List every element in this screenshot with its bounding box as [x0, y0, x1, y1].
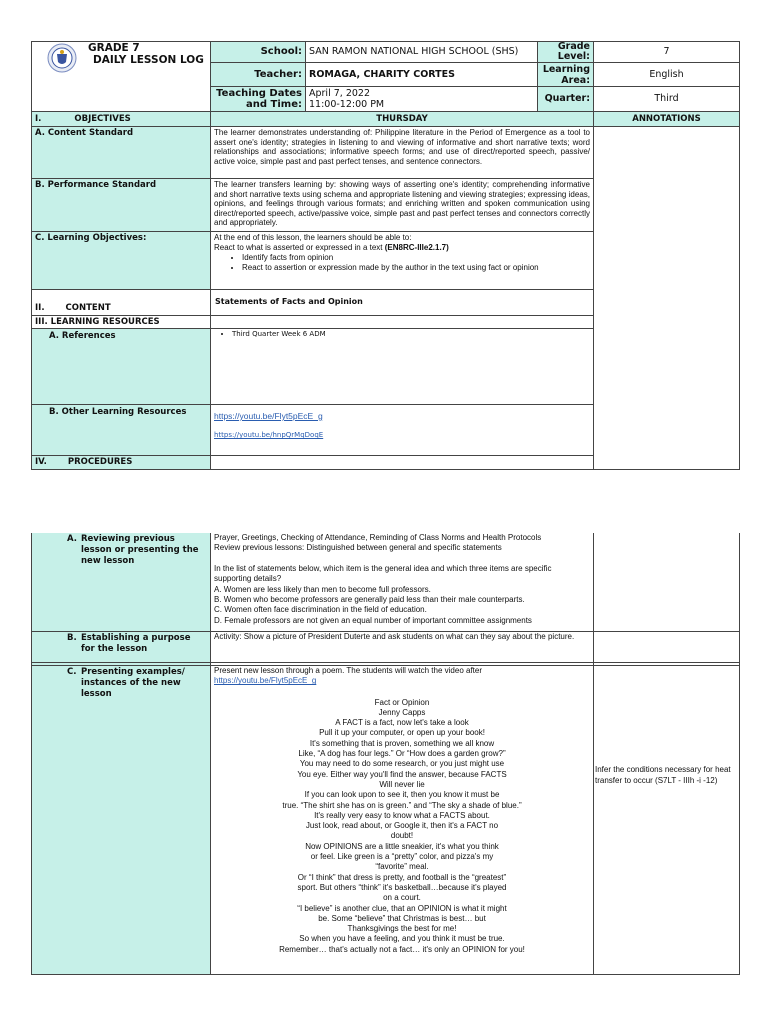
poem-line: sport. But others “think” it's basketball…because it's played	[297, 882, 507, 892]
row-c-annotation: Infer the conditions necessary for heat transfer to occur (S7LT - IIIh -i -12)	[595, 765, 731, 785]
resources-blank	[210, 315, 594, 329]
row-b-num: B.	[67, 633, 77, 643]
teacher-label: Teacher:	[210, 62, 306, 87]
procedures-num: IV.	[35, 457, 47, 467]
teaching-date: April 7, 2022	[309, 88, 370, 99]
poem-line: You may need to do some research, or you just might use	[299, 759, 505, 769]
row-a-num: A.	[67, 534, 77, 544]
poem-line: Will never lie	[379, 779, 425, 789]
row-a-line: Review previous lessons: Distinguished between general and specific statements	[214, 543, 502, 553]
grade-level-value: 7	[593, 41, 740, 63]
lo-line-2-text: React to what is asserted or expressed in a text	[214, 243, 383, 252]
row-a-line: A. Women are less likely than men to become full professors.	[214, 584, 431, 594]
poem-author: Jenny Capps	[378, 707, 426, 717]
poem-line: Just look, read about, or Google it, then it's a FACT no	[305, 821, 499, 831]
poem-line: “I believe” is another clue, that an OPINION is what it might	[297, 903, 507, 913]
poem-line: or feel. Like green is a “pretty” color, and pizza's my	[310, 852, 494, 862]
row-c-title: Presenting examples/ instances of the new lesson	[81, 667, 185, 699]
school-value: SAN RAMON NATIONAL HIGH SCHOOL (SHS)	[305, 41, 538, 63]
row-c-video-link[interactable]: https://youtu.be/Flyt5pEcE_g	[214, 676, 317, 686]
objectives-header	[31, 111, 211, 127]
row-b-divider	[31, 662, 740, 663]
row-c-label	[31, 666, 211, 726]
poem-title: Fact or Opinion	[374, 697, 430, 707]
other-resources-label: B. Other Learning Resources	[31, 404, 211, 456]
quarter-label: Quarter:	[537, 86, 594, 112]
lo-code: (EN8RC-IIIe2.1.7)	[384, 243, 449, 252]
objectives-num: I.	[35, 114, 42, 124]
lo-line-2	[214, 243, 590, 253]
row-a-content	[211, 533, 593, 631]
page2-annotation-column-border	[593, 533, 740, 974]
poem-line: A FACT is a fact, now let's take a look	[335, 718, 469, 728]
annotations-column-p1	[593, 126, 740, 470]
lo-bullet-item: • React to assertion or expression made by the author in the text using fact or opinion	[242, 263, 590, 273]
content-label-cell	[31, 289, 211, 316]
poem	[214, 698, 590, 955]
poem-line: Remember… that's actually not a fact… it's only an OPINION for you!	[279, 944, 525, 954]
row-b-content: Activity: Show a picture of President Duterte and ask students on what can they say about the picture.	[214, 632, 575, 641]
other-resources-value	[210, 404, 594, 456]
lo-bullet-item: • Identify facts from opinion	[242, 253, 590, 263]
row-a-line: Prayer, Greetings, Checking of Attendance, Reminding of Class Norms and Health Protocols	[214, 533, 542, 542]
poem-line: If you can look upon to see it, then you know it must be	[304, 790, 500, 800]
learning-objectives-label: C. Learning Objectives:	[31, 231, 211, 290]
poem-line: You eye. Either way you'll find the answer, because FACTS	[297, 769, 507, 779]
performance-standard-label: B. Performance Standard	[31, 178, 211, 232]
procedures-blank	[210, 455, 594, 470]
content-standard-label: A. Content Standard	[31, 126, 211, 179]
header-title-box	[31, 41, 211, 112]
teacher-value: ROMAGA, CHARITY CORTES	[305, 62, 538, 87]
row-a-line: B. Women who become professors are generally paid less than their male counterparts.	[214, 595, 525, 605]
poem-line: It's something that is proven, something we all know	[309, 738, 495, 748]
row-a-label	[31, 533, 211, 631]
row-c-intro: Present new lesson through a poem. The students will watch the video after	[214, 666, 483, 675]
teaching-dates-label: Teaching Dates and Time:	[210, 86, 306, 112]
row-c-content	[211, 666, 593, 974]
row-b-title: Establishing a purpose for the lesson	[81, 633, 191, 654]
poem-line: So when you have a feeling, and you think it must be true.	[299, 934, 505, 944]
poem-line: doubt!	[390, 831, 414, 841]
poem-line: Or “I think” that dress is pretty, and football is the “greatest”	[297, 872, 507, 882]
references-label: A. References	[31, 328, 211, 405]
deped-seal-logo	[47, 43, 77, 73]
learning-area-value: English	[593, 62, 740, 87]
lo-bullet-list	[214, 253, 590, 273]
page2-bottom-border	[31, 974, 740, 975]
content-value: Statements of Facts and Opinion	[210, 289, 594, 316]
references-list	[214, 330, 590, 338]
poem-line: on a court.	[383, 893, 421, 903]
learning-area-label: Learning Area:	[537, 62, 594, 87]
resources-label: III. LEARNING RESOURCES	[31, 315, 211, 329]
grade-title: GRADE 7	[88, 42, 140, 54]
learning-objectives-text	[210, 231, 594, 290]
teaching-time: 11:00-12:00 PM	[309, 99, 385, 110]
row-a-line	[214, 554, 590, 564]
poem-line: Now OPINIONS are a little sneakier, it's what you think	[305, 841, 499, 851]
content-num: II.	[35, 303, 45, 313]
youtube-link-1[interactable]: https://youtu.be/Flyt5pEcE_g	[214, 411, 323, 421]
procedures-label: PROCEDURES	[67, 457, 133, 467]
row-b-label	[31, 632, 211, 662]
objectives-label: OBJECTIVES	[74, 114, 131, 124]
poem-line: Like, “A dog has four legs.” Or “How does a garden grow?”	[298, 749, 506, 759]
content-standard-text: The learner demonstrates understanding of: Philippine literature in the Period of Emergence as a tool to assert one's identity; strategies in listening to and viewing of informative and short narrative texts; word relationships and associations; informative speech forms; and use of direct/reported speech, passive/ active voice, simple past and past perfect tenses, and sentence connectors.	[210, 126, 594, 179]
lo-line-1: At the end of this lesson, the learners should be able to:	[214, 233, 412, 242]
poem-line: It's really very easy to know what a FACTS about.	[314, 810, 490, 820]
day-header: THURSDAY	[210, 111, 594, 127]
references-value	[210, 328, 594, 405]
annotations-header: ANNOTATIONS	[593, 111, 740, 127]
procedures-header	[31, 455, 211, 470]
youtube-link-2[interactable]: https://youtu.be/hnpQrMqDoqE	[214, 431, 324, 439]
log-title: DAILY LESSON LOG	[93, 54, 204, 66]
school-label: School:	[210, 41, 306, 63]
row-a-line: In the list of statements below, which item is the general idea and which three items are specific supporting details?	[214, 563, 552, 584]
performance-standard-text: The learner transfers learning by: showing ways of asserting one's identity; comprehending informative and short narrative texts using schema and appropriate listening and viewing strategies; expressing ideas, opinions, and feelings through various formats; and enriching written and spoken communication using direct/reported speech, active/passive voice, simple past and past perfect tenses and connectors correctly and appropriately.	[210, 178, 594, 232]
references-item: • Third Quarter Week 6 ADM	[232, 330, 590, 338]
grade-level-label: Grade Level:	[537, 41, 594, 63]
content-label: CONTENT	[65, 303, 111, 313]
poem-line: Thanksgivings the best for me!	[347, 924, 457, 934]
row-c-num: C.	[67, 667, 77, 677]
teaching-dates-value	[305, 86, 538, 112]
poem-line: “favorite” meal.	[375, 862, 429, 872]
row-a-line: D. Female professors are not given an equal number of important committee assignments	[214, 615, 532, 625]
poem-line: Pull it up your computer, or open up your book!	[319, 728, 485, 738]
row-a-line: C. Women often face discrimination in the field of education.	[214, 605, 427, 615]
poem-line: be. Some “believe” that Christmas is best… but	[318, 913, 486, 923]
row-a-title: Reviewing previous lesson or presenting the new lesson	[81, 534, 199, 566]
poem-line: true. “The shirt she has on is green.” and “The sky a shade of blue.”	[282, 800, 522, 810]
quarter-value: Third	[593, 86, 740, 112]
